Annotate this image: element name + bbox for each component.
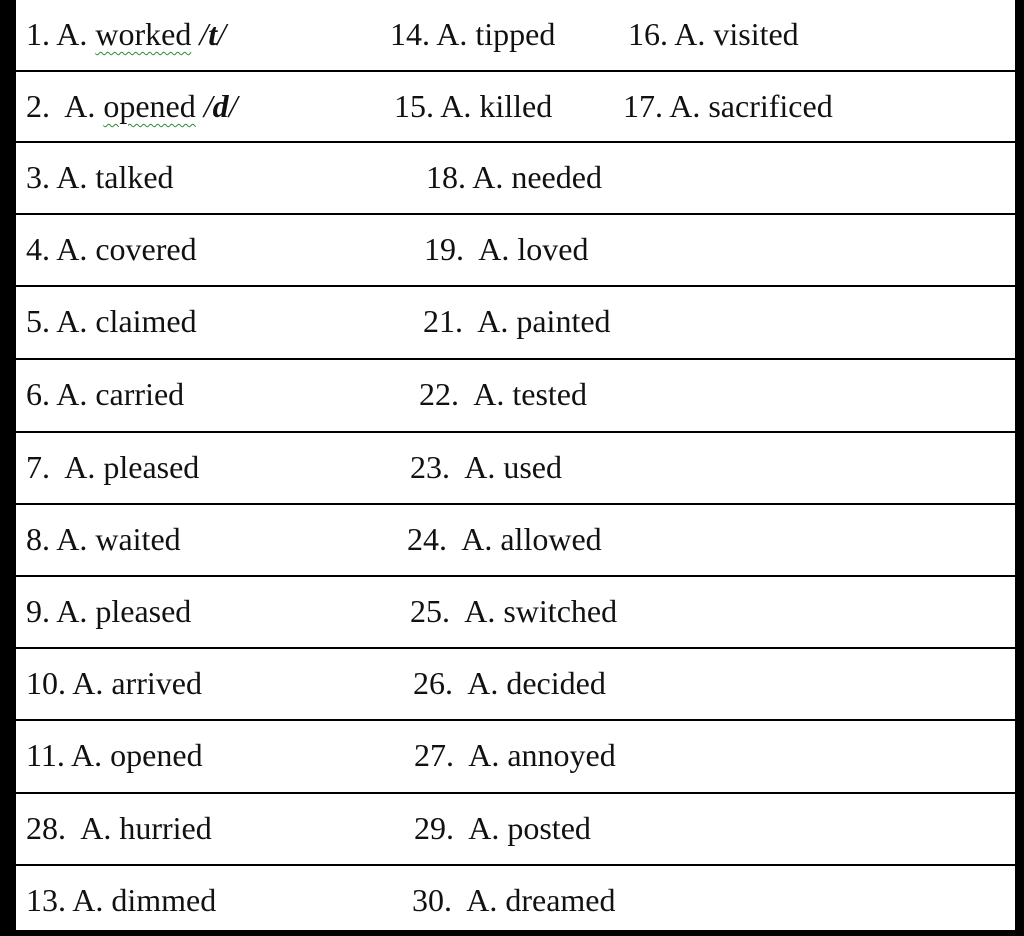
cell-1-col3: 16. A. visited <box>628 16 799 52</box>
table-row <box>16 215 1015 285</box>
table-row <box>16 577 1015 647</box>
table-row <box>16 0 1015 70</box>
cell-2-col2: 15. A. killed <box>394 88 553 124</box>
ipa-symbol: d <box>212 88 229 124</box>
cell-12-col1: 28. A. hurried <box>26 810 212 846</box>
ipa-symbol: t <box>208 16 218 52</box>
ipa-slash: / <box>191 16 209 52</box>
cell-3-col2: 18. A. needed <box>426 159 602 195</box>
cell-11-col1: 11. A. opened <box>26 737 203 773</box>
cell-10-col1: 10. A. arrived <box>26 665 202 701</box>
cell-1-answer <box>26 14 226 54</box>
cell-8-col2: 24. A. allowed <box>407 521 602 557</box>
cell-7-col2: 23. A. used <box>410 449 562 485</box>
table-row <box>16 72 1015 142</box>
cell-6-col1: 6. A. carried <box>26 376 185 412</box>
cell-4-col1: 4. A. covered <box>26 231 197 267</box>
table-row <box>16 721 1015 791</box>
table-row <box>16 866 1015 936</box>
item-word: opened <box>103 88 196 124</box>
cell-2-col3: 17. A. sacrificed <box>623 88 833 124</box>
item-label: 1. A. <box>26 16 96 52</box>
cell-5-col1: 5. A. claimed <box>26 303 197 339</box>
cell-10-col2: 26. A. decided <box>413 665 606 701</box>
cell-2-answer <box>26 86 238 126</box>
table-row <box>16 794 1015 864</box>
ipa-slash: / <box>195 88 213 124</box>
cell-6-col2: 22. A. tested <box>419 376 587 412</box>
cell-3-col1: 3. A. talked <box>26 159 174 195</box>
cell-4-col2: 19. A. loved <box>424 231 589 267</box>
cell-12-col2: 29. A. posted <box>414 810 591 846</box>
table-row <box>16 505 1015 575</box>
cell-9-col2: 25. A. switched <box>410 593 618 629</box>
worksheet-table <box>16 0 1015 930</box>
cell-13-col2: 30. A. dreamed <box>412 882 616 918</box>
item-word: worked <box>95 16 192 52</box>
table-row <box>16 143 1015 213</box>
table-row <box>16 287 1015 357</box>
cell-5-col2: 21. A. painted <box>423 303 611 339</box>
cell-1-col2: 14. A. tipped <box>390 16 556 52</box>
item-label: 2. A. <box>26 88 104 124</box>
table-row <box>16 649 1015 719</box>
cell-13-col1: 13. A. dimmed <box>26 882 217 918</box>
ipa-slash: / <box>228 88 238 124</box>
cell-7-col1: 7. A. pleased <box>26 449 200 485</box>
cell-8-col1: 8. A. waited <box>26 521 181 557</box>
table-row <box>16 360 1015 430</box>
cell-11-col2: 27. A. annoyed <box>414 737 616 773</box>
table-row <box>16 433 1015 503</box>
cell-9-col1: 9. A. pleased <box>26 593 192 629</box>
ipa-slash: / <box>217 16 226 52</box>
